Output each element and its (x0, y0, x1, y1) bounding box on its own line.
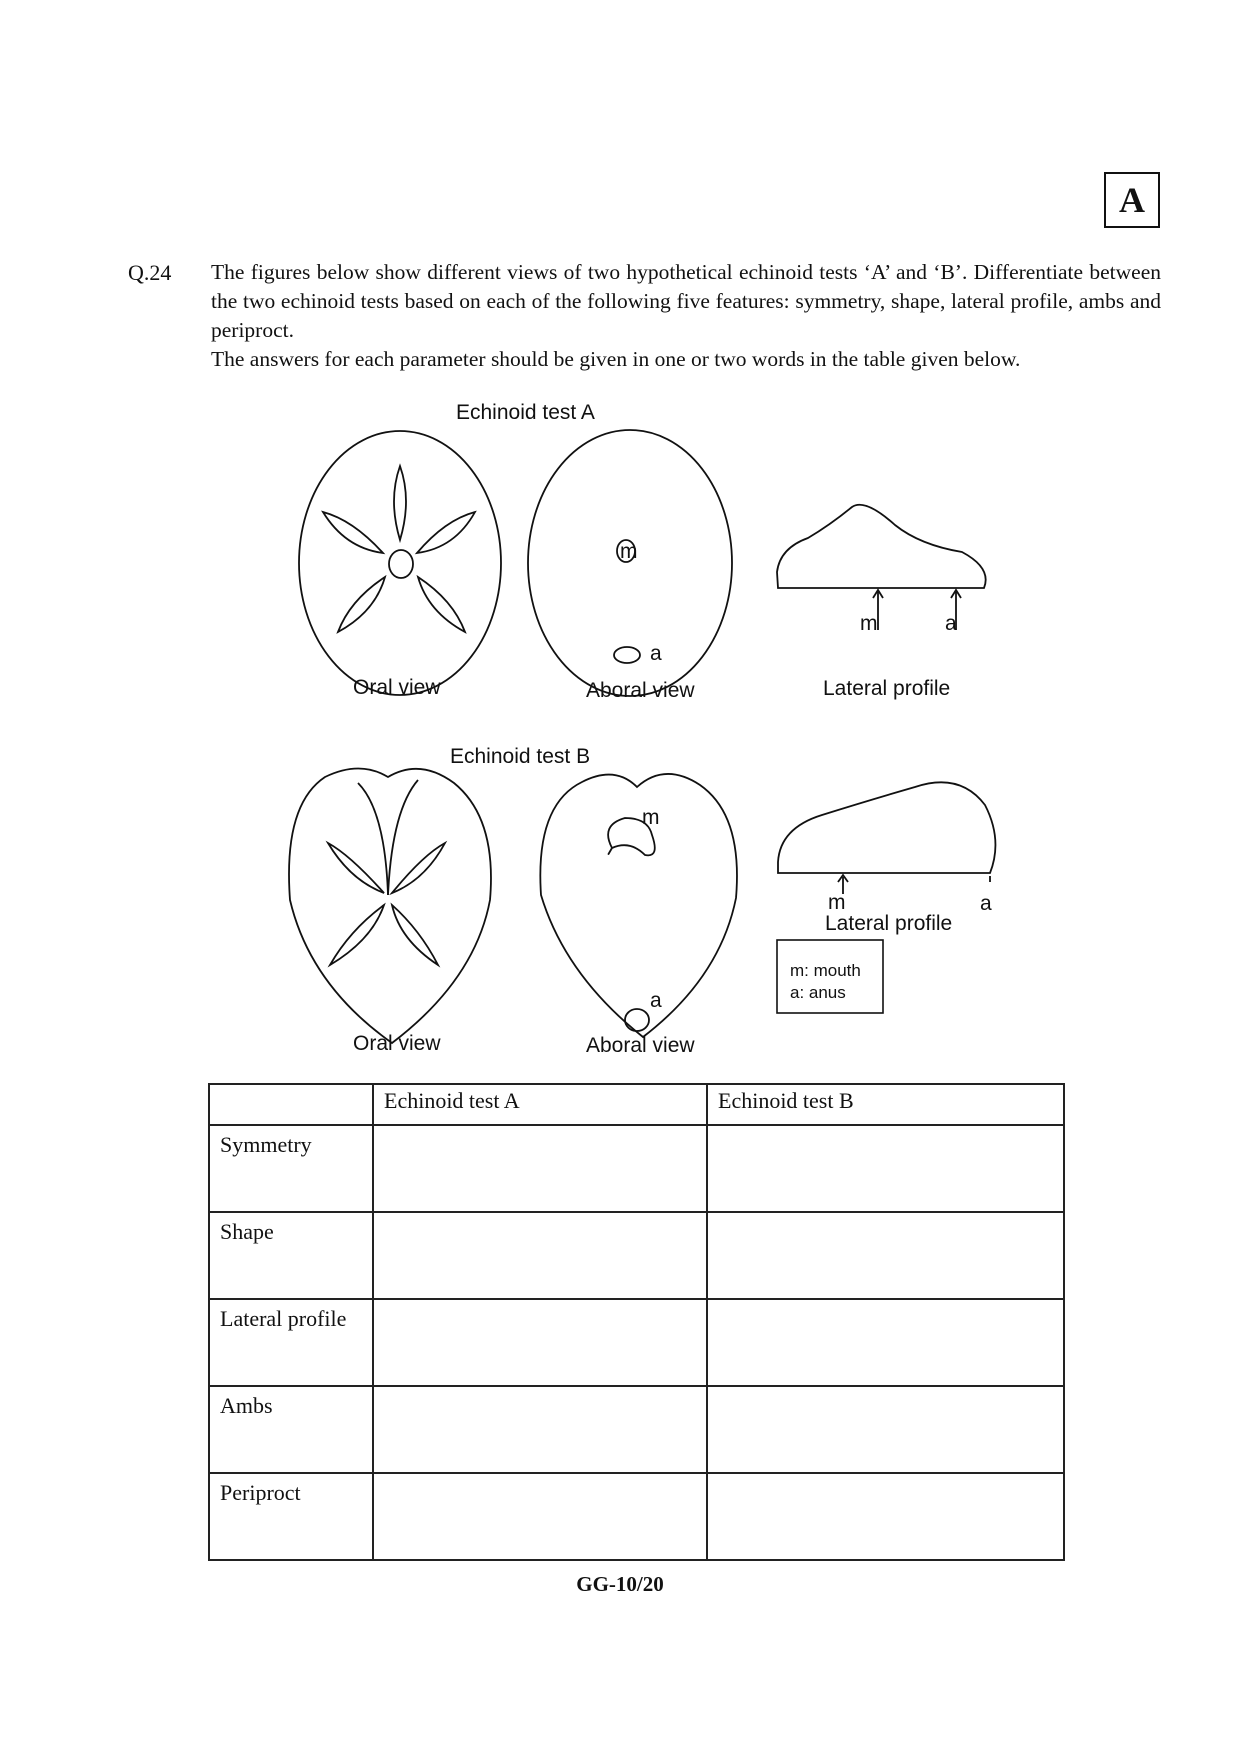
test-b-profile-mouth-label: m (828, 891, 846, 914)
table-row (209, 1473, 1064, 1560)
feature-lateral-profile: Lateral profile (209, 1299, 373, 1386)
feature-symmetry: Symmetry (209, 1125, 373, 1212)
test-b-aboral-view-drawing (540, 774, 737, 1037)
legend-mouth: m: mouth (790, 961, 861, 980)
test-a-oral-view-label: Oral view (353, 676, 441, 699)
test-b-oral-view-drawing (289, 769, 491, 1044)
test-a-lateral-profile-label: Lateral profile (823, 677, 951, 700)
table-row (209, 1299, 1064, 1386)
feature-shape: Shape (209, 1212, 373, 1299)
feature-periproct: Periproct (209, 1473, 373, 1560)
question-number: Q.24 (128, 260, 172, 285)
test-a-profile-anus-label: a (945, 612, 957, 635)
question-line-1: The figures below show different views of two hypothetical echinoid tests ‘A’ and ‘B’. Differentiate between the two echinoid tests based on each of the following five features: symmetry, shape, lateral profile, ambs and periproct. (211, 260, 1161, 342)
test-a-profile-mouth-label: m (860, 612, 878, 635)
test-b-oral-view-label: Oral view (353, 1032, 441, 1055)
test-a-oral-view-drawing (299, 431, 501, 695)
paper-set-badge: A (1104, 172, 1160, 228)
answer-cell-a-symmetry[interactable] (373, 1125, 707, 1212)
test-a-title: Echinoid test A (456, 401, 595, 424)
page-footer-code: GG-10/20 (576, 1572, 664, 1596)
test-b-profile-anus-label: a (980, 892, 992, 915)
legend-anus: a: anus (790, 983, 846, 1002)
test-b-mouth-label: m (642, 806, 660, 829)
table-row (209, 1212, 1064, 1299)
test-a-anus-label: a (650, 642, 662, 665)
test-a-mouth-label: m (620, 540, 638, 563)
question-line-2: The answers for each parameter should be given in one or two words in the table given below. (211, 347, 1021, 371)
answer-cell-b-ambs[interactable] (707, 1386, 1064, 1473)
table-row (209, 1386, 1064, 1473)
answer-cell-b-lateral-profile[interactable] (707, 1299, 1064, 1386)
answer-cell-a-ambs[interactable] (373, 1386, 707, 1473)
feature-ambs: Ambs (209, 1386, 373, 1473)
test-b-lateral-profile-label: Lateral profile (825, 912, 953, 935)
answer-cell-b-symmetry[interactable] (707, 1125, 1064, 1212)
test-b-title: Echinoid test B (450, 745, 591, 768)
table-header-test-a: Echinoid test A (373, 1084, 707, 1125)
answer-cell-a-shape[interactable] (373, 1212, 707, 1299)
table-header-test-b: Echinoid test B (707, 1084, 1064, 1125)
table-header-blank (209, 1084, 373, 1125)
test-b-aboral-view-label: Aboral view (586, 1034, 695, 1057)
test-b-anus-label: a (650, 989, 662, 1012)
answer-cell-a-lateral-profile[interactable] (373, 1299, 707, 1386)
test-a-aboral-view-label: Aboral view (586, 679, 695, 702)
test-a-aboral-view-drawing (528, 430, 732, 696)
answer-table (208, 1083, 1065, 1561)
answer-cell-a-periproct[interactable] (373, 1473, 707, 1560)
table-row (209, 1125, 1064, 1212)
table-header-row (209, 1084, 1064, 1125)
answer-cell-b-shape[interactable] (707, 1212, 1064, 1299)
answer-cell-b-periproct[interactable] (707, 1473, 1064, 1560)
